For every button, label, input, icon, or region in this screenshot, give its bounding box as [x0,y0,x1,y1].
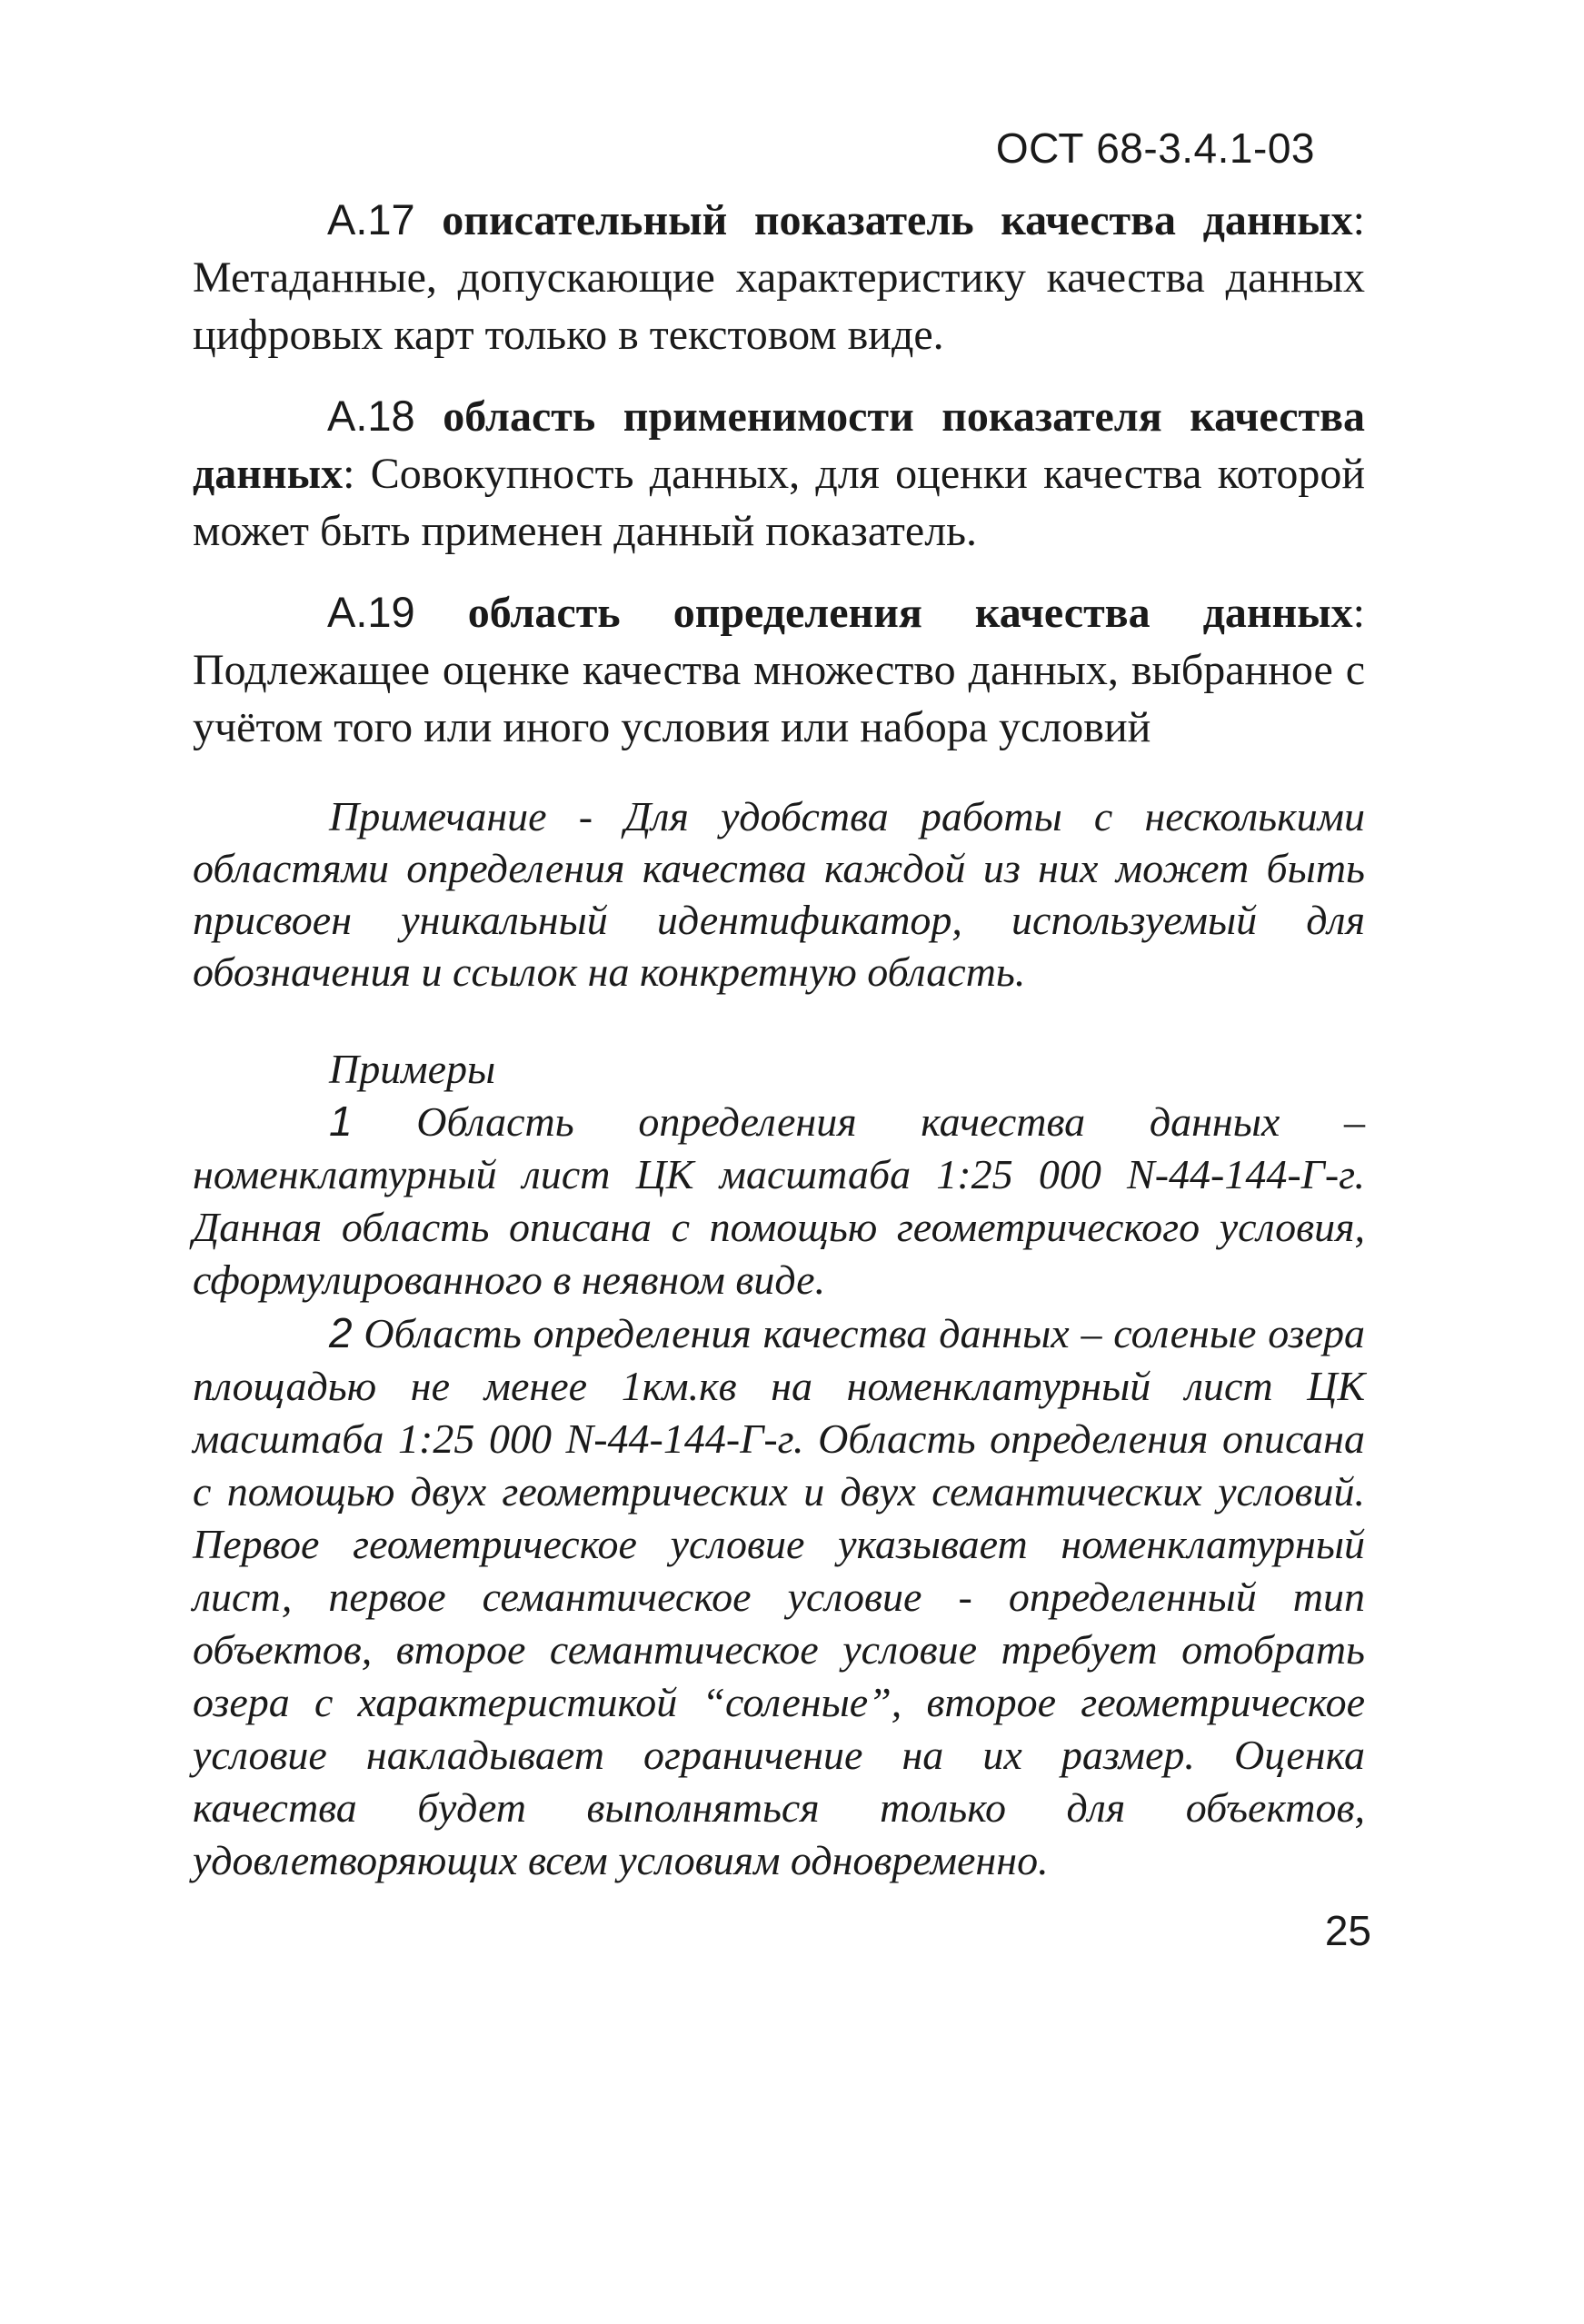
document-body [193,191,1365,1887]
example-item-2 [193,1306,1365,1887]
term-number: А.18 [327,392,415,440]
term-number: А.19 [327,588,415,636]
term-a18 [193,387,1365,560]
term-definition: : Метаданные, допускающие характеристику качества данных цифровых карт только в текстовом виде. [193,196,1365,359]
term-name: описательный показатель качества данных [442,196,1353,244]
term-name: область определения качества данных [467,589,1353,637]
example-text: Область определения качества данных – соленые озера площадью не менее 1км.кв на номенклатурный лист ЦК масштаба 1:25 000 N-44-144-Г-г. Область определения описана с помощью двух геометрических и двух семантических условий. Первое геометрическое условие указывает номенклатурный лист, первое семантическое условие - определенный тип объектов, второе семантическое условие требует отобрать озера с характеристикой “соленые”, второе геометрическое условие накладывает ограничение на их размер. Оценка качества будет выполняться только для объектов, удовлетворяющих всем условиям одновременно. [193,1310,1365,1883]
term-a17 [193,191,1365,363]
term-name: область применимости показателя качества данных [193,392,1366,498]
term-definition: : Совокупность данных, для оценки качества которой может быть применен данный показатель. [193,450,1365,555]
term-number: А.17 [327,195,415,243]
term-a19 [193,583,1365,756]
example-item-1 [193,1095,1365,1306]
example-number: 1 [329,1097,353,1145]
examples-title: Примеры [329,1046,496,1092]
page-number: 25 [1324,1907,1371,1954]
document-code: ОСТ 68-3.4.1-03 [995,124,1315,172]
term-definition: : Подлежащее оценке качества множество данных, выбранное с учётом того или иного условия или набора условий [193,589,1365,751]
example-text: Область определения качества данных – номенклатурный лист ЦК масштаба 1:25 000 N-44-144-Г-г. Данная область описана с помощью геометрического условия, сформулированного в неявном виде. [193,1098,1365,1303]
note-paragraph: Примечание - Для удобства работы с несколькими областями определения качества каждой из них может быть присвоен уникальный идентификатор, используемый для обозначения и ссылок на конкретную область. [193,793,1365,995]
example-number: 2 [329,1309,353,1356]
